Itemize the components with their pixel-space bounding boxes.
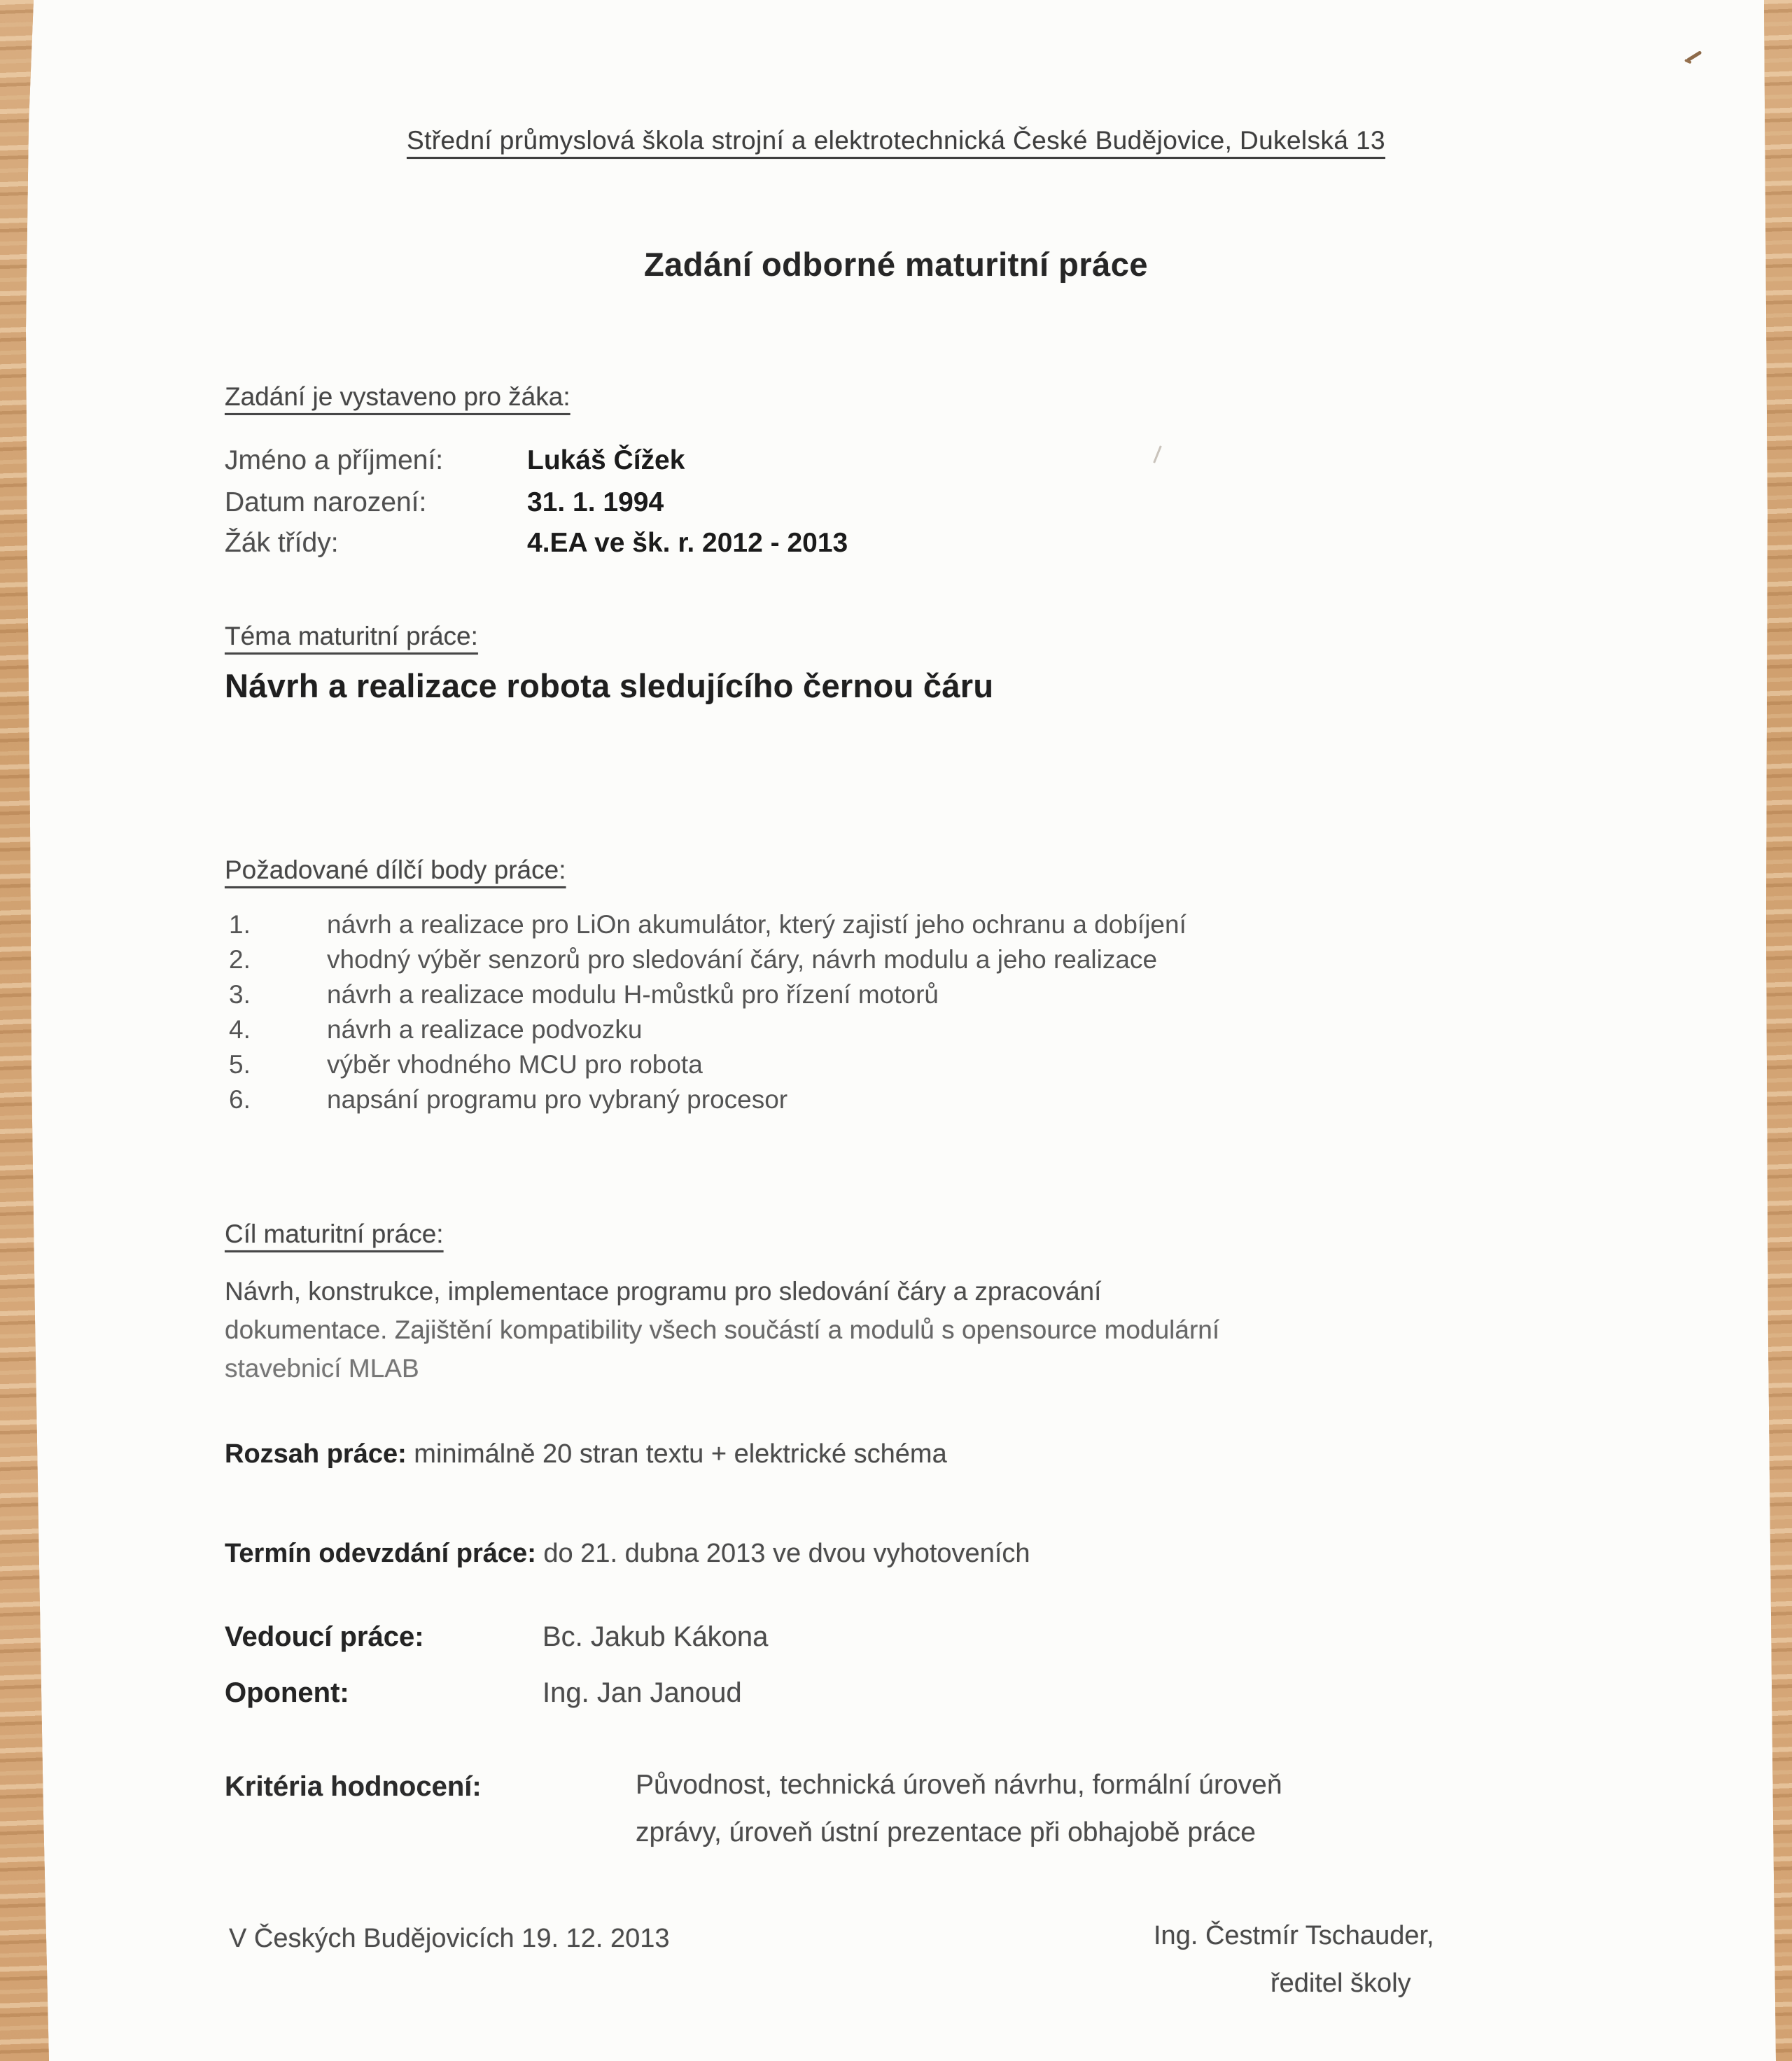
student-section-heading: Zadání je vystaveno pro žáka: xyxy=(225,382,570,411)
list-item xyxy=(229,1050,703,1080)
list-item-number: 6. xyxy=(229,1085,251,1114)
list-item-number: 1. xyxy=(229,910,251,939)
list-item xyxy=(229,1085,788,1115)
list-item-number: 5. xyxy=(229,1050,251,1079)
topic-section-heading: Téma maturitní práce: xyxy=(225,622,478,650)
list-item-number: 3. xyxy=(229,980,251,1009)
opponent-label: Oponent: xyxy=(225,1677,349,1708)
deadline-value: do 21. dubna 2013 ve dvou vyhotoveních xyxy=(536,1539,1030,1568)
scope-label: Rozsah práce: xyxy=(225,1439,407,1469)
signature-name: Ing. Čestmír Tschauder, xyxy=(1154,1921,1434,1950)
supervisor-value: Bc. Jakub Kákona xyxy=(542,1621,769,1652)
class-value: 4.EA ve šk. r. 2012 - 2013 xyxy=(527,528,848,558)
school-header: Střední průmyslová škola strojní a elektrotechnická České Budějovice, Dukelská 13 xyxy=(407,126,1385,155)
goal-paragraph-line: stavebnicí MLAB xyxy=(225,1354,419,1383)
list-item-text: napsání programu pro vybraný procesor xyxy=(327,1085,788,1114)
list-item xyxy=(229,1015,642,1045)
list-item xyxy=(229,910,1186,939)
signature-role: ředitel školy xyxy=(1270,1969,1411,1998)
footer-place-date: V Českých Budějovicích 19. 12. 2013 xyxy=(229,1924,670,1953)
list-item xyxy=(229,980,939,1009)
list-item-text: návrh a realizace podvozku xyxy=(327,1015,643,1044)
supervisor-row xyxy=(225,1621,768,1653)
student-name-label: Jméno a příjmení: xyxy=(225,445,444,475)
student-name-row xyxy=(225,445,685,476)
list-item-text: vhodný výběr senzorů pro sledování čáry, návrh modulu a jeho realizace xyxy=(327,945,1158,974)
list-item-text: návrh a realizace modulu H-můstků pro řízení motorů xyxy=(327,980,939,1009)
points-section-heading: Požadované dílčí body práce: xyxy=(225,855,566,884)
supervisor-label: Vedoucí práce: xyxy=(225,1621,424,1652)
list-item xyxy=(229,945,1157,974)
birthdate-row xyxy=(225,487,664,518)
birthdate-value: 31. 1. 1994 xyxy=(527,487,664,517)
opponent-row xyxy=(225,1677,742,1709)
goal-paragraph-line: Návrh, konstrukce, implementace programu pro sledování čáry a zpracování xyxy=(225,1277,1102,1306)
thesis-topic-title: Návrh a realizace robota sledujícího černou čáru xyxy=(225,667,994,704)
scope-row xyxy=(225,1439,947,1469)
birthdate-label: Datum narození: xyxy=(225,487,427,517)
deadline-row xyxy=(225,1539,1030,1569)
class-row xyxy=(225,528,848,559)
goal-paragraph-line: dokumentace. Zajištění kompatibility všech součástí a modulů s opensource modulární xyxy=(225,1315,1220,1344)
list-item-text: návrh a realizace pro LiOn akumulátor, který zajistí jeho ochranu a dobíjení xyxy=(327,910,1186,939)
criteria-label: Kritéria hodnocení: xyxy=(225,1771,482,1802)
opponent-value: Ing. Jan Janoud xyxy=(542,1677,742,1708)
page-title: Zadání odborné maturitní práce xyxy=(643,246,1149,283)
class-label: Žák třídy: xyxy=(225,528,339,558)
goal-section-heading: Cíl maturitní práce: xyxy=(225,1220,444,1248)
list-item-number: 4. xyxy=(229,1015,251,1044)
scope-value: minimálně 20 stran textu + elektrické schéma xyxy=(406,1439,947,1469)
criteria-line: zprávy, úroveň ústní prezentace při obhajobě práce xyxy=(636,1817,1256,1847)
list-item-text: výběr vhodného MCU pro robota xyxy=(327,1050,703,1079)
criteria-line: Původnost, technická úroveň návrhu, formální úroveň xyxy=(636,1770,1282,1800)
deadline-label: Termín odevzdání práce: xyxy=(225,1539,536,1568)
student-name-value: Lukáš Čížek xyxy=(527,445,685,475)
list-item-number: 2. xyxy=(229,945,251,974)
